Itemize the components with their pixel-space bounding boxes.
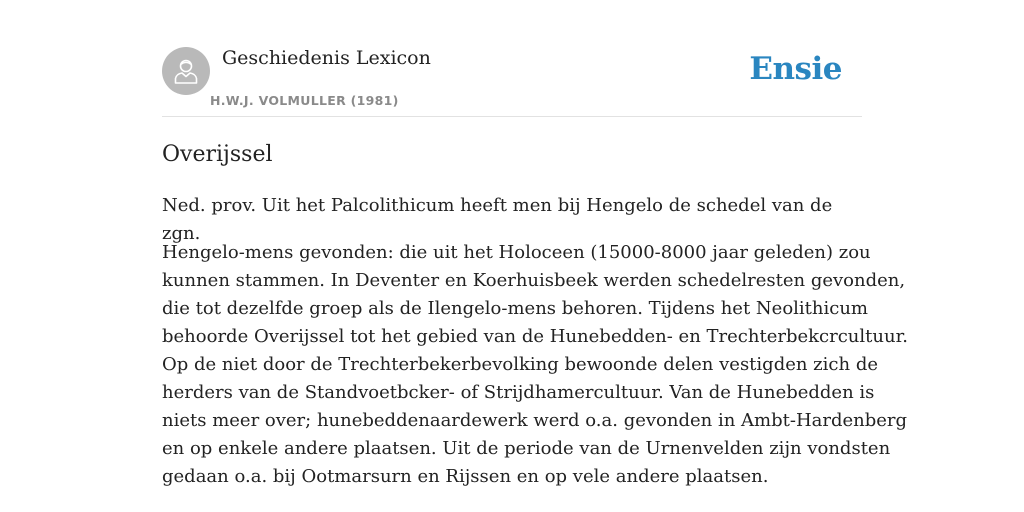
- paragraph-line: herders van de Standvoetbcker- of Strijdhamercultuur. Van de Hunebedden is: [162, 382, 875, 403]
- entry-card: [162, 0, 908, 512]
- paragraph-line: kunnen stammen. In Deventer en Koerhuisbeek werden schedelresten gevonden,: [162, 270, 906, 291]
- paragraph-line: behoorde Overijssel tot het gebied van de Hunebedden- en Trechterbekcrcultuur.: [162, 326, 908, 347]
- user-icon: [173, 57, 199, 85]
- entry-paragraph-2: [162, 239, 908, 491]
- paragraph-line: niets meer over; hunebeddenaardewerk werd o.a. gevonden in Ambt-Hardenberg: [162, 410, 908, 431]
- paragraph-line: en op enkele andere plaatsen. Uit de periode van de Urnenvelden zijn vondsten: [162, 438, 891, 459]
- paragraph-line: die tot dezelfde groep als de Ilengelo-mens behoren. Tijdens het Neolithicum: [162, 298, 868, 319]
- paragraph-line: Hengelo-mens gevonden: die uit het Holoceen (15000-8000 jaar geleden) zou: [162, 242, 871, 263]
- entry-title: Overijssel: [162, 142, 273, 167]
- author-name[interactable]: H.W.J. VOLMULLER (1981): [210, 93, 399, 108]
- author-avatar[interactable]: [162, 47, 210, 95]
- paragraph-line: Op de niet door de Trechterbekerbevolking bewoonde delen vestigden zich de: [162, 354, 878, 375]
- entry-paragraph-1: Ned. prov. Uit het Palcolithicum heeft men bij Hengelo de schedel van de zgn.: [162, 195, 833, 244]
- ensie-logo[interactable]: Ensie: [749, 51, 842, 87]
- lexicon-title[interactable]: Geschiedenis Lexicon: [222, 47, 431, 69]
- entry-header: [162, 0, 862, 117]
- paragraph-line: gedaan o.a. bij Ootmarsurn en Rijssen en op vele andere plaatsen.: [162, 466, 769, 487]
